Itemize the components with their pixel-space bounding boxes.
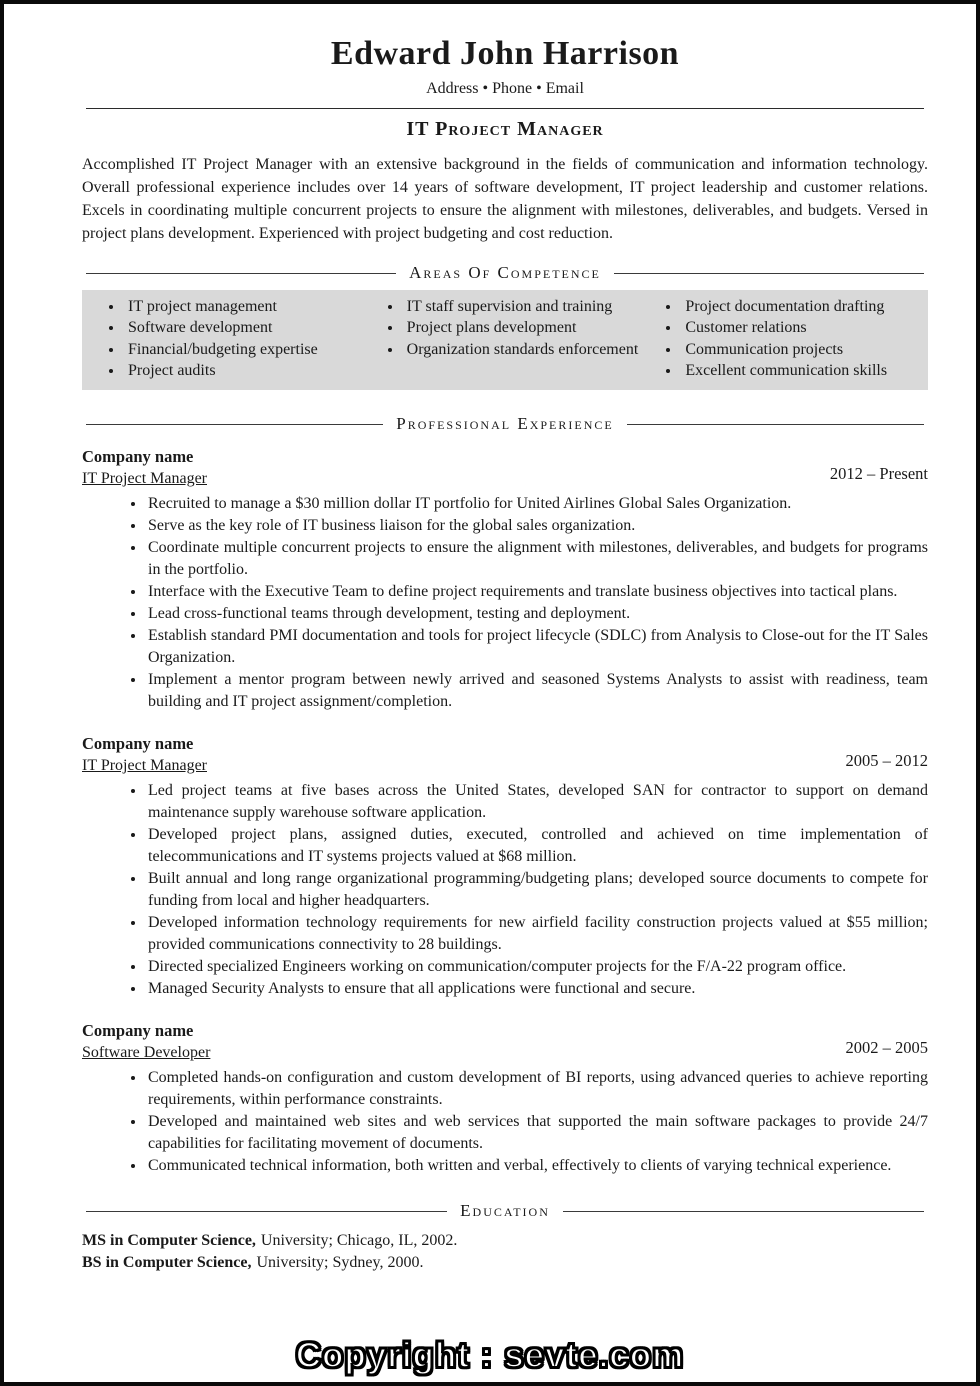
competence-column-2 [363, 296, 642, 382]
job-header [82, 1020, 928, 1064]
competence-item: • Software development [124, 317, 363, 339]
bullet-item: • Lead cross-functional teams through development, testing and deployment. [146, 603, 928, 625]
bullet-item: • Completed hands-on configuration and custom development of BI reports, using advanced queries to achieve reporting requirements, within performance constraints. [146, 1067, 928, 1111]
resume-page [4, 4, 976, 1274]
competence-item: • Customer relations [681, 317, 920, 339]
section-heading-education [86, 1201, 924, 1221]
degree-details: University; Sydney, 2000. [256, 1253, 424, 1271]
section-experience [82, 414, 928, 1177]
competence-item: • Project audits [124, 360, 363, 382]
heading-rule-right [627, 424, 924, 425]
education-item-1 [82, 1230, 928, 1252]
job-dates: 2012 – Present [829, 463, 928, 483]
degree-details: University; Chicago, IL, 2002. [260, 1231, 458, 1249]
bullet-item: • Led project teams at five bases across the United States, developed SAN for contractor to support on demand maintenance supply warehouse software application. [146, 780, 928, 824]
section-education [82, 1201, 928, 1274]
section-heading-experience [86, 414, 924, 434]
competence-item: • IT staff supervision and training [403, 296, 642, 318]
job-header [82, 733, 928, 777]
heading-rule-left [86, 273, 396, 274]
section-competence [82, 263, 928, 390]
bullet-item: • Establish standard PMI documentation and tools for project lifecycle (SDLC) from Analysis to Close-out for the IT Sales Organization. [146, 625, 928, 669]
section-title: Areas Of Competence [409, 262, 601, 282]
bullet-item: • Communicated technical information, both written and verbal, effectively to clients of varying technical experience. [146, 1155, 928, 1177]
section-title: Education [460, 1200, 550, 1220]
job-header [82, 446, 928, 490]
competence-item: • Project documentation drafting [681, 296, 920, 318]
degree-name: MS in Computer Science, [82, 1231, 256, 1249]
degree-name: BS in Computer Science, [82, 1253, 252, 1271]
job-bullet-list [82, 1067, 928, 1177]
competence-item: • Project plans development [403, 317, 642, 339]
job-header-left [82, 1020, 210, 1064]
heading-rule-right [563, 1211, 924, 1212]
bullet-item: • Developed information technology requirements for new airfield facility construction projects valued at $55 million; provided communications connectivity to 28 buildings. [146, 912, 928, 956]
bullet-item: • Recruited to manage a $30 million dollar IT portfolio for United Airlines Global Sales Organization. [146, 493, 928, 515]
job-dates: 2005 – 2012 [845, 750, 928, 770]
headline-job-title: IT Project Manager [406, 117, 604, 140]
competence-item: • Communication projects [681, 339, 920, 361]
job-dates: 2002 – 2005 [845, 1037, 928, 1057]
job-bullet-list [82, 780, 928, 1000]
bullet-item: • Directed specialized Engineers working on communication/computer projects for the F/A-22 program office. [146, 956, 928, 978]
bullet-item: • Interface with the Executive Team to define project requirements and translate business objectives into tactical plans. [146, 581, 928, 603]
bullet-item: • Developed project plans, assigned duties, executed, controlled and achieved on time implementation of telecommunications and IT systems projects valued at $68 million. [146, 824, 928, 868]
bullet-item: • Built annual and long range organizational programming/budgeting plans; developed source documents to compete for funding from local and higher headquarters. [146, 868, 928, 912]
job-entry-3 [82, 1020, 928, 1177]
candidate-name: Edward John Harrison [330, 35, 680, 72]
section-heading-competence [86, 263, 924, 283]
contact-line: Address • Phone • Email [426, 79, 584, 97]
job-role: IT Project Manager [82, 469, 207, 487]
bullet-item: • Serve as the key role of IT business liaison for the global sales organization. [146, 515, 928, 537]
bullet-item: • Managed Security Analysts to ensure that all applications were functional and secure. [146, 978, 928, 1000]
section-title: Professional Experience [396, 413, 614, 433]
competence-item: • Excellent communication skills [681, 360, 920, 382]
job-role: IT Project Manager [82, 756, 207, 774]
competence-column-3 [641, 296, 920, 382]
heading-rule-left [86, 424, 383, 425]
company-name: Company name [82, 1020, 194, 1040]
competence-column-1 [84, 296, 363, 382]
bullet-item: • Developed and maintained web sites and web services that supported the main software packages to provide 24/7 capabilities for facilitating movement of documents. [146, 1111, 928, 1155]
company-name: Company name [82, 733, 194, 753]
competence-box [82, 290, 928, 390]
resume-header [82, 34, 928, 245]
bullet-item: • Coordinate multiple concurrent projects to ensure the alignment with milestones, deliverables, and budgets for programs in the portfolio. [146, 537, 928, 581]
job-header-left [82, 733, 207, 777]
heading-rule-left [86, 1211, 447, 1212]
job-bullet-list [82, 493, 928, 713]
competence-item: • IT project management [124, 296, 363, 318]
summary-paragraph: Accomplished IT Project Manager with an extensive background in the fields of communication and information technology. Overall professional experience includes over 14 years of software development, IT project leadership and customer relations. Excels in coordinating multiple concurrent projects to ensure the alignment with milestones, deliverables, and budgets. Versed in project plans development. Experienced with project budgeting and cost reduction. [82, 155, 928, 242]
job-header-left [82, 446, 207, 490]
job-role: Software Developer [82, 1043, 211, 1061]
job-entry-2 [82, 733, 928, 1000]
heading-rule-right [614, 273, 924, 274]
job-entry-1 [82, 446, 928, 713]
company-name: Company name [82, 446, 194, 466]
bullet-item: • Implement a mentor program between newly arrived and seasoned Systems Analysts to assist with readiness, team building and IT project assignment/completion. [146, 669, 928, 713]
competence-item: • Financial/budgeting expertise [124, 339, 363, 361]
competence-item: • Organization standards enforcement [403, 339, 642, 361]
education-item-2 [82, 1252, 928, 1274]
watermark: Copyright : sevte.com [295, 1336, 685, 1375]
header-divider [86, 108, 924, 109]
